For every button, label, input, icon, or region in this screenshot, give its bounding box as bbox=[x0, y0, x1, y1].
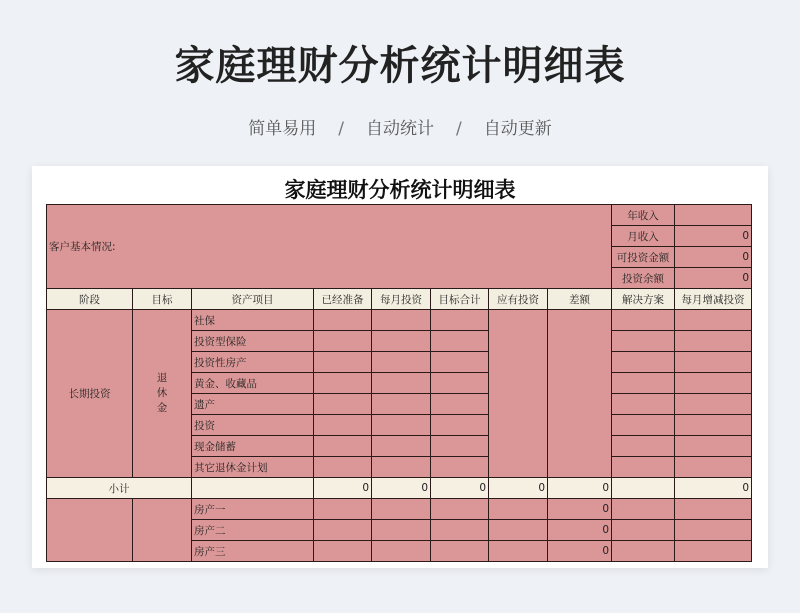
target-total-cell[interactable] bbox=[431, 499, 489, 520]
subtitle-item: 简单易用 bbox=[248, 119, 317, 139]
monthly-change-cell[interactable] bbox=[675, 394, 752, 415]
monthly-change-cell[interactable] bbox=[675, 520, 752, 541]
target-total-cell[interactable] bbox=[431, 394, 489, 415]
table-row bbox=[47, 310, 752, 331]
subtotal-value[interactable]: 0 bbox=[489, 478, 548, 499]
solution-cell[interactable] bbox=[612, 499, 675, 520]
subtitle bbox=[0, 114, 800, 139]
target-total-cell[interactable] bbox=[431, 541, 489, 562]
target-total-cell[interactable] bbox=[431, 331, 489, 352]
difference-value[interactable]: 0 bbox=[548, 499, 612, 520]
monthly-change-cell[interactable] bbox=[675, 352, 752, 373]
asset-item[interactable]: 现金储蓄 bbox=[192, 436, 314, 457]
asset-item[interactable]: 投资 bbox=[192, 415, 314, 436]
column-header: 应有投资 bbox=[489, 289, 548, 310]
column-header: 阶段 bbox=[47, 289, 133, 310]
summary-label: 年收入 bbox=[612, 205, 675, 226]
monthly-change-cell[interactable] bbox=[675, 541, 752, 562]
target-total-cell[interactable] bbox=[431, 457, 489, 478]
solution-cell[interactable] bbox=[612, 310, 675, 331]
prepared-cell[interactable] bbox=[314, 541, 372, 562]
target-total-cell[interactable] bbox=[431, 436, 489, 457]
difference-value[interactable]: 0 bbox=[548, 520, 612, 541]
goal-cell bbox=[133, 499, 192, 562]
subtotal-value[interactable]: 0 bbox=[314, 478, 372, 499]
prepared-cell[interactable] bbox=[314, 436, 372, 457]
asset-item[interactable]: 社保 bbox=[192, 310, 314, 331]
monthly-cell[interactable] bbox=[372, 541, 431, 562]
spreadsheet-preview bbox=[32, 166, 768, 568]
subtotal-label: 小计 bbox=[47, 478, 192, 499]
column-header: 解决方案 bbox=[612, 289, 675, 310]
monthly-cell[interactable] bbox=[372, 310, 431, 331]
column-header: 每月增减投资 bbox=[675, 289, 752, 310]
prepared-cell[interactable] bbox=[314, 394, 372, 415]
monthly-cell[interactable] bbox=[372, 457, 431, 478]
solution-cell[interactable] bbox=[612, 457, 675, 478]
subtitle-separator: / bbox=[338, 119, 344, 139]
asset-item[interactable]: 房产二 bbox=[192, 520, 314, 541]
subtotal-row bbox=[47, 478, 752, 499]
required-investment-cell[interactable] bbox=[489, 499, 548, 520]
monthly-cell[interactable] bbox=[372, 520, 431, 541]
asset-item[interactable]: 其它退休金计划 bbox=[192, 457, 314, 478]
summary-value[interactable]: 0 bbox=[675, 268, 752, 289]
subtotal-value[interactable]: 0 bbox=[548, 478, 612, 499]
monthly-change-cell[interactable] bbox=[675, 373, 752, 394]
subtitle-item: 自动更新 bbox=[483, 119, 552, 139]
prepared-cell[interactable] bbox=[314, 499, 372, 520]
target-total-cell[interactable] bbox=[431, 520, 489, 541]
goal-cell bbox=[133, 310, 192, 478]
column-header: 目标 bbox=[133, 289, 192, 310]
page-title: 家庭理财分析统计明细表 bbox=[174, 43, 626, 89]
monthly-change-cell[interactable] bbox=[675, 436, 752, 457]
monthly-change-cell[interactable] bbox=[675, 331, 752, 352]
subtotal-value[interactable]: 0 bbox=[431, 478, 489, 499]
monthly-change-cell[interactable] bbox=[675, 310, 752, 331]
target-total-cell[interactable] bbox=[431, 415, 489, 436]
subtotal-asset-cell[interactable] bbox=[192, 478, 314, 499]
solution-cell[interactable] bbox=[612, 436, 675, 457]
prepared-cell[interactable] bbox=[314, 331, 372, 352]
solution-cell[interactable] bbox=[612, 520, 675, 541]
summary-label: 投资余额 bbox=[612, 268, 675, 289]
summary-value[interactable] bbox=[675, 205, 752, 226]
header-row bbox=[47, 289, 752, 310]
monthly-cell[interactable] bbox=[372, 415, 431, 436]
client-info-cell[interactable] bbox=[47, 205, 612, 289]
monthly-cell[interactable] bbox=[372, 331, 431, 352]
summary-value[interactable]: 0 bbox=[675, 247, 752, 268]
sheet-title: 家庭理财分析统计明细表 bbox=[284, 178, 516, 202]
solution-cell[interactable] bbox=[612, 352, 675, 373]
column-header: 每月投资 bbox=[372, 289, 431, 310]
stage-cell bbox=[47, 499, 133, 562]
subtotal-value[interactable]: 0 bbox=[372, 478, 431, 499]
client-info-label: 客户基本情况: bbox=[49, 241, 116, 253]
monthly-cell[interactable] bbox=[372, 394, 431, 415]
required-investment-cell[interactable] bbox=[489, 310, 548, 478]
asset-item[interactable]: 房产三 bbox=[192, 541, 314, 562]
target-total-cell[interactable] bbox=[431, 352, 489, 373]
asset-item[interactable]: 投资性房产 bbox=[192, 352, 314, 373]
subtitle-item: 自动统计 bbox=[366, 119, 434, 139]
asset-item[interactable]: 遗产 bbox=[192, 394, 314, 415]
target-total-cell[interactable] bbox=[431, 310, 489, 331]
target-total-cell[interactable] bbox=[431, 373, 489, 394]
solution-cell[interactable] bbox=[612, 541, 675, 562]
prepared-cell[interactable] bbox=[314, 415, 372, 436]
prepared-cell[interactable] bbox=[314, 520, 372, 541]
summary-label: 月收入 bbox=[612, 226, 675, 247]
asset-item[interactable]: 黄金、收藏品 bbox=[192, 373, 314, 394]
finance-table bbox=[46, 204, 752, 562]
prepared-cell[interactable] bbox=[314, 457, 372, 478]
table-row bbox=[47, 499, 752, 520]
difference-value[interactable]: 0 bbox=[548, 541, 612, 562]
asset-item[interactable]: 房产一 bbox=[192, 499, 314, 520]
column-header: 差额 bbox=[548, 289, 612, 310]
monthly-cell[interactable] bbox=[372, 436, 431, 457]
subtitle-separator: / bbox=[456, 119, 462, 139]
subtotal-solution-cell[interactable] bbox=[612, 478, 675, 499]
column-header: 资产项目 bbox=[192, 289, 314, 310]
difference-cell[interactable] bbox=[548, 310, 612, 478]
prepared-cell[interactable] bbox=[314, 373, 372, 394]
solution-cell[interactable] bbox=[612, 394, 675, 415]
subtotal-value[interactable]: 0 bbox=[675, 478, 752, 499]
monthly-cell[interactable] bbox=[372, 499, 431, 520]
monthly-change-cell[interactable] bbox=[675, 457, 752, 478]
prepared-cell[interactable] bbox=[314, 310, 372, 331]
monthly-change-cell[interactable] bbox=[675, 499, 752, 520]
solution-cell[interactable] bbox=[612, 415, 675, 436]
required-investment-cell[interactable] bbox=[489, 541, 548, 562]
summary-value[interactable]: 0 bbox=[675, 226, 752, 247]
stage-cell: 长期投资 bbox=[47, 310, 133, 478]
solution-cell[interactable] bbox=[612, 331, 675, 352]
monthly-change-cell[interactable] bbox=[675, 415, 752, 436]
monthly-cell[interactable] bbox=[372, 352, 431, 373]
monthly-cell[interactable] bbox=[372, 373, 431, 394]
column-header: 已经准备 bbox=[314, 289, 372, 310]
asset-item[interactable]: 投资型保险 bbox=[192, 331, 314, 352]
column-header: 目标合计 bbox=[431, 289, 489, 310]
prepared-cell[interactable] bbox=[314, 352, 372, 373]
solution-cell[interactable] bbox=[612, 373, 675, 394]
summary-label: 可投资金额 bbox=[612, 247, 675, 268]
required-investment-cell[interactable] bbox=[489, 520, 548, 541]
goal-label: 退休金 bbox=[156, 372, 168, 414]
